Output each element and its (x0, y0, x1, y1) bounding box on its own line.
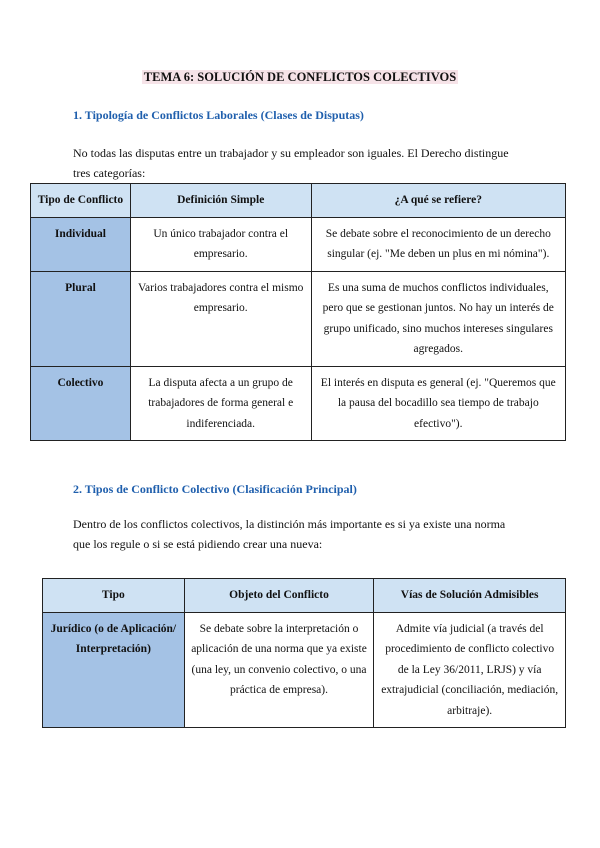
header-cell: Tipo (43, 579, 185, 613)
row-type: Colectivo (31, 366, 131, 441)
row-type: Plural (31, 271, 131, 366)
row-solution: Admite vía judicial (a través del procedimiento de conflicto colectivo de la Ley 36/2011, LRJS) y vía extrajudicial (conciliación, mediación, arbitraje). (374, 612, 566, 728)
collective-conflict-table (42, 578, 566, 728)
section2-intro: Dentro de los conflictos colectivos, la distinción más importante es si ya existe una norma que los regule o si se está pidiendo crear una nueva: (73, 517, 506, 551)
section1-heading: 1. Tipología de Conflictos Laborales (Clases de Disputas) (73, 108, 364, 122)
header-cell: ¿A qué se refiere? (311, 184, 565, 218)
row-object: Se debate sobre la interpretación o aplicación de una norma que ya existe (una ley, un convenio colectivo, o una práctica de empresa). (184, 612, 374, 728)
page-title: TEMA 6: SOLUCIÓN DE CONFLICTOS COLECTIVOS (143, 70, 457, 84)
conflict-types-table (30, 183, 566, 441)
header-cell: Objeto del Conflicto (184, 579, 374, 613)
row-type: Individual (31, 217, 131, 271)
table-header-row (43, 579, 566, 613)
table-row (31, 366, 566, 441)
table-row (31, 271, 566, 366)
row-description: Es una suma de muchos conflictos individuales, pero que se gestionan juntos. No hay un interés de grupo unificado, sino muchos intereses singulares agregados. (311, 271, 565, 366)
row-description: Se debate sobre el reconocimiento de un derecho singular (ej. "Me deben un plus en mi nómina"). (311, 217, 565, 271)
table-header-row (31, 184, 566, 218)
table-row (43, 612, 566, 728)
header-cell: Definición Simple (130, 184, 311, 218)
section2-heading: 2. Tipos de Conflicto Colectivo (Clasificación Principal) (73, 482, 357, 496)
row-type: Jurídico (o de Aplicación/Interpretación) (43, 612, 185, 728)
row-description: El interés en disputa es general (ej. "Queremos que la pausa del bocadillo sea tiempo de trabajo efectivo"). (311, 366, 565, 441)
header-cell: Vías de Solución Admisibles (374, 579, 566, 613)
table-row (31, 217, 566, 271)
section1-intro: No todas las disputas entre un trabajador y su empleador son iguales. El Derecho distingue tres categorías: (73, 146, 509, 180)
row-definition: Un único trabajador contra el empresario. (130, 217, 311, 271)
row-definition: La disputa afecta a un grupo de trabajadores de forma general e indiferenciada. (130, 366, 311, 441)
row-definition: Varios trabajadores contra el mismo empresario. (130, 271, 311, 366)
header-cell: Tipo de Conflicto (31, 184, 131, 218)
